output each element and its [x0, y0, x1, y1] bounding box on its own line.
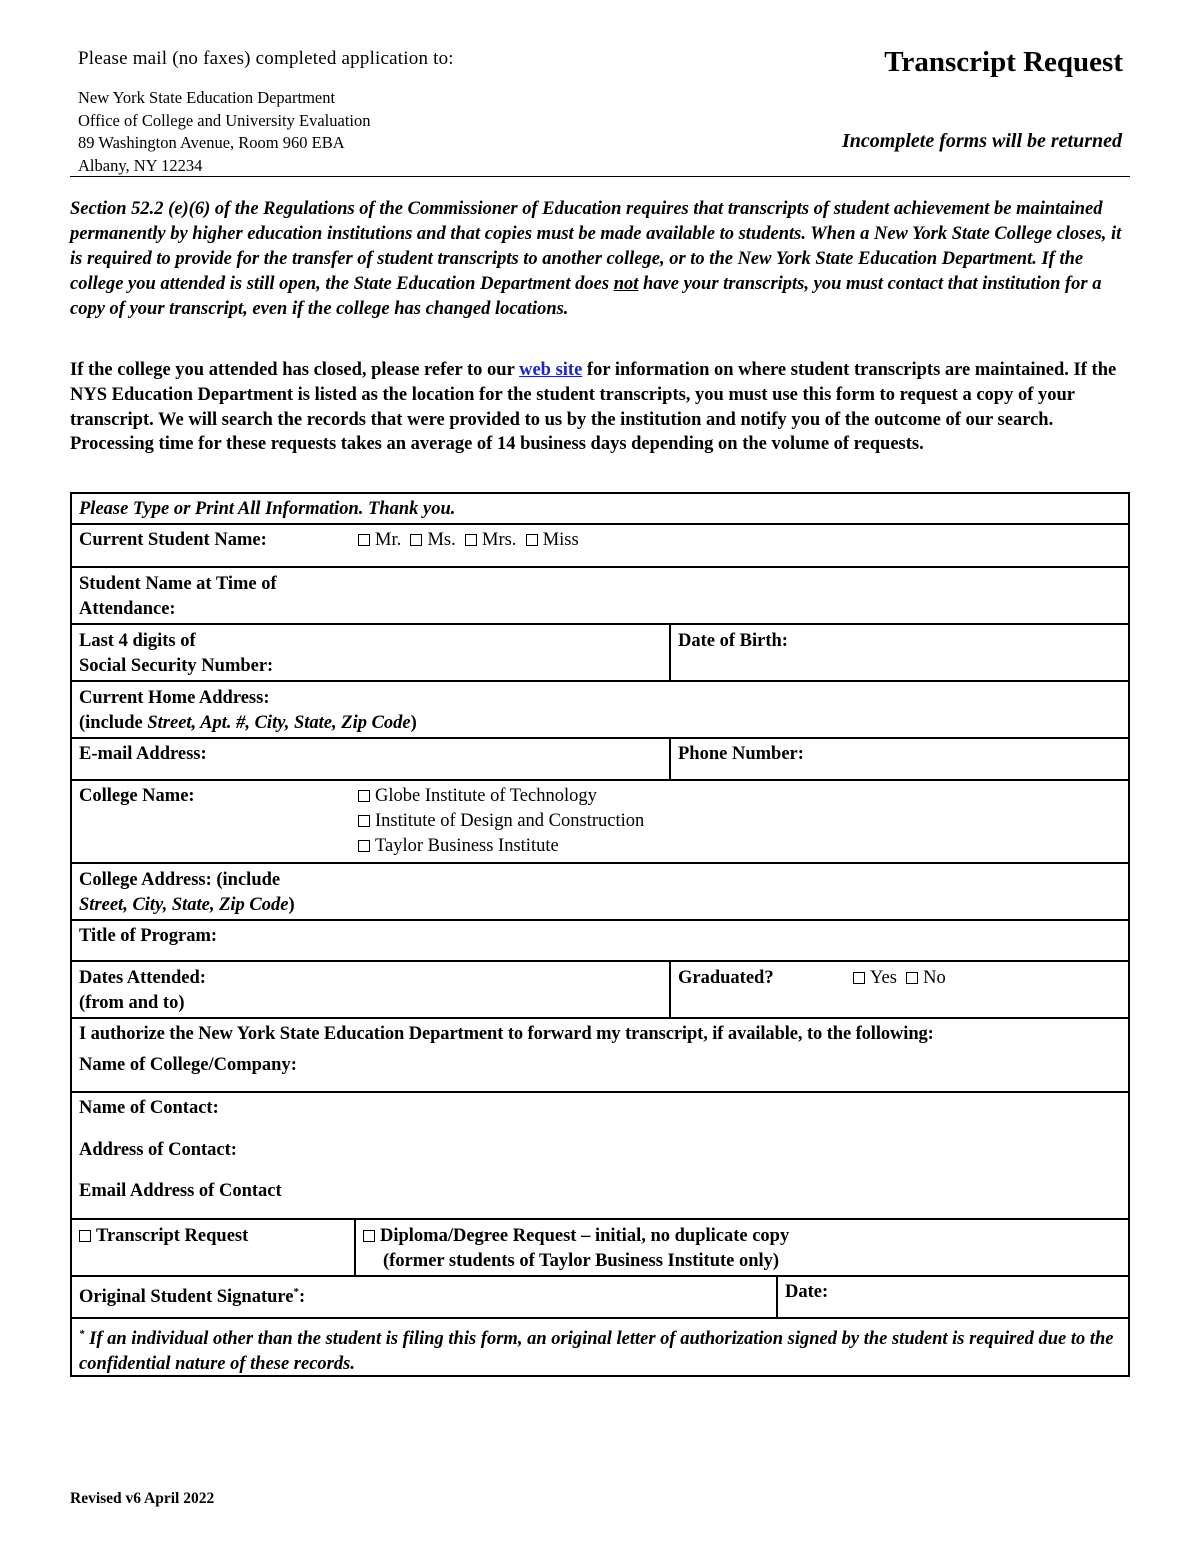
signature-date-field[interactable]: Date:: [776, 1277, 1128, 1317]
authorization-row: [72, 1019, 1128, 1093]
program-label: Title of Program:: [79, 926, 218, 946]
home-address-label: Current Home Address: (include Street, Apt. #, City, State, Zip Code): [79, 688, 417, 733]
diploma-request-option[interactable]: Diploma/Degree Request – initial, no duplicate copy (former students of Taylor Business Institute only): [354, 1220, 1128, 1275]
contact-email-label[interactable]: Email Address of Contact: [79, 1181, 282, 1201]
current-name-label: Current Student Name:: [79, 530, 267, 550]
email-phone-row: [72, 739, 1128, 781]
ssn-field[interactable]: Last 4 digits of Social Security Number:: [79, 631, 274, 676]
checkbox-icon: [358, 815, 370, 827]
home-address-row[interactable]: [72, 682, 1128, 739]
college-name-label: College Name:: [79, 786, 195, 806]
college-name-row: [72, 781, 1128, 864]
checkbox-icon: [358, 840, 370, 852]
instructions-text: If the college you attended has closed, please refer to our: [70, 360, 515, 380]
recipient-college-label[interactable]: Name of College/Company:: [79, 1054, 297, 1075]
dates-attended-field[interactable]: Dates Attended: (from and to): [79, 968, 206, 1013]
college-option-globe[interactable]: Globe Institute of Technology: [358, 784, 644, 809]
contact-block: [72, 1093, 289, 1218]
address-line: New York State Education Department: [78, 88, 336, 107]
program-row[interactable]: [72, 921, 1128, 962]
name-at-attendance-row[interactable]: [72, 568, 1128, 625]
college-address-label: College Address: (include Street, City, State, Zip Code): [79, 870, 295, 915]
checkbox-icon: [853, 972, 865, 984]
instructions-paragraph: [70, 358, 1132, 457]
regulation-text: Section 52.2 (e)(6) of the Regulations of the Commissioner of Education requires that transcripts of student achievement be maintained permanently by higher education institutions and that copies must be made available to students. When a New York State College closes, it is required to provide for the transfer of student transcripts to another college, or to the New York State Education Department. If the college you attended is still open, the State Education Department does: [70, 199, 1122, 294]
page-title: Transcript Request: [884, 46, 1123, 78]
checkbox-icon: [526, 534, 538, 546]
dob-field[interactable]: Date of Birth:: [669, 625, 1128, 680]
mailing-address: [78, 87, 371, 177]
graduated-no[interactable]: No: [906, 968, 946, 988]
web-site-link[interactable]: web site: [519, 360, 583, 380]
footnote-row: [72, 1319, 1128, 1375]
graduated-field: [669, 962, 1128, 1017]
signature-row: [72, 1277, 1128, 1319]
graduated-yes[interactable]: Yes: [853, 968, 897, 988]
authorization-text: I authorize the New York State Education Department to forward my transcript, if available, to the following:: [79, 1024, 934, 1044]
address-line: 89 Washington Avenue, Room 960 EBA: [78, 133, 345, 152]
checkbox-icon: [410, 534, 422, 546]
current-name-row[interactable]: [72, 525, 1128, 568]
title-option-ms[interactable]: Ms.: [410, 530, 455, 550]
college-option-taylor[interactable]: Taylor Business Institute: [358, 834, 644, 859]
title-options: [358, 528, 579, 553]
header-divider: [70, 176, 1130, 177]
signature-field[interactable]: Original Student Signature*:: [79, 1286, 306, 1308]
checkbox-icon: [906, 972, 918, 984]
footnote: * If an individual other than the student is filing this form, an original letter of authorization signed by the student is required due to the confidential nature of these records.: [79, 1328, 1114, 1374]
contact-name-label[interactable]: Name of Contact:: [79, 1098, 219, 1118]
incomplete-notice: Incomplete forms will be returned: [842, 130, 1122, 152]
instructions-text-end: for information on where student transcripts are maintained. If the NYS Education Department is listed as the location for the student transcripts, you must use this form to request a copy of your transcript. We will search the records that were provided to us by the institution and notify you of the outcome of our search. Processing time for these requests takes an average of 14 business days depending on the volume of requests.: [70, 360, 1117, 455]
form-instructions: Please Type or Print All Information. Thank you.: [79, 499, 456, 519]
address-line: Albany, NY 12234: [78, 155, 203, 175]
form-instructions-row: [72, 494, 1128, 525]
checkbox-icon: [358, 790, 370, 802]
college-options: [358, 784, 644, 859]
regulation-text-end: have your transcripts, you must contact that institution for a copy of your transcript, even if the college has changed locations.: [70, 274, 1102, 319]
contact-address-label[interactable]: Address of Contact:: [79, 1139, 237, 1160]
title-option-mr[interactable]: Mr.: [358, 530, 401, 550]
college-option-idc[interactable]: Institute of Design and Construction: [358, 809, 644, 834]
checkbox-icon: [465, 534, 477, 546]
checkbox-icon: [358, 534, 370, 546]
revision-note: Revised v6 April 2022: [70, 1490, 215, 1507]
phone-field[interactable]: Phone Number:: [669, 739, 1128, 779]
title-option-mrs[interactable]: Mrs.: [465, 530, 516, 550]
request-type-row: [72, 1220, 1128, 1277]
dates-graduated-row: [72, 962, 1128, 1019]
checkbox-icon: [79, 1230, 91, 1242]
graduated-options: [853, 966, 946, 991]
title-option-miss[interactable]: Miss: [526, 530, 579, 550]
mail-instructions: Please mail (no faxes) completed application to:: [78, 48, 454, 69]
college-address-row[interactable]: [72, 864, 1128, 921]
ssn-dob-row: [72, 625, 1128, 682]
regulation-not: not: [613, 274, 639, 294]
transcript-request-option[interactable]: Transcript Request: [72, 1220, 354, 1275]
graduated-label: Graduated?: [678, 968, 774, 988]
request-form: [70, 492, 1130, 1377]
regulation-paragraph: [70, 197, 1132, 322]
email-field[interactable]: E-mail Address:: [79, 744, 207, 764]
name-at-attendance-label: Student Name at Time of Attendance:: [79, 574, 277, 619]
checkbox-icon: [363, 1230, 375, 1242]
contact-row: [72, 1093, 1128, 1220]
address-line: Office of College and University Evaluation: [78, 110, 371, 130]
authorization-block: [72, 1019, 941, 1091]
